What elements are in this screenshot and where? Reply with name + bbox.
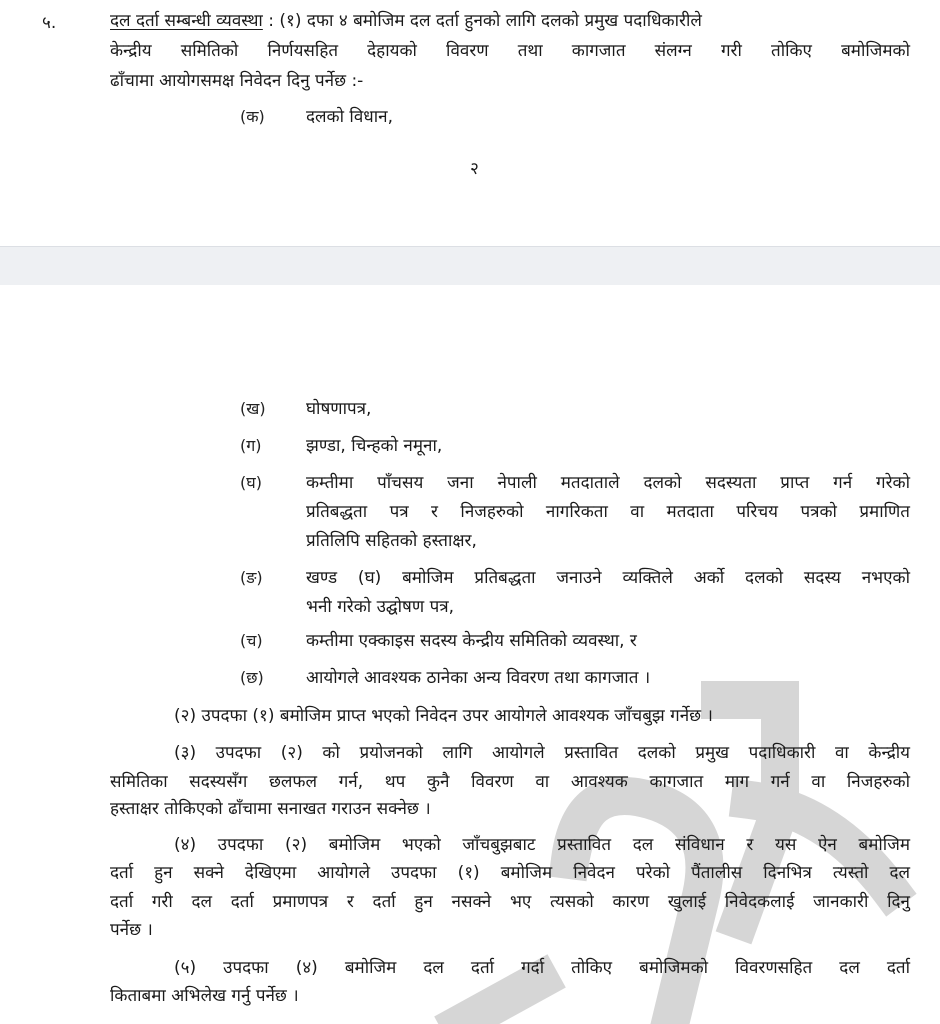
subsection-5-line-2: किताबमा अभिलेख गर्नु पर्नेछ । [110, 986, 299, 1006]
item-text-cha: कम्तीमा एक्काइस सदस्य केन्द्रीय समितिको व्यवस्था, र [306, 631, 637, 651]
page-number: २ [470, 159, 479, 179]
section-intro-line-2: केन्द्रीय समितिको निर्णयसहित देहायको विवरण तथा कागजात संलग्न गरी तोकिए बमोजिमको [110, 41, 910, 61]
document-page-top [0, 0, 940, 246]
item-marker-ka: (क) [240, 107, 265, 126]
section-number: ५. [42, 13, 57, 33]
item-text-gha-line-3: प्रतिलिपि सहितको हस्ताक्षर, [306, 531, 477, 551]
item-marker-kha: (ख) [240, 399, 266, 418]
subsection-4-line-1: (४) उपदफा (२) बमोजिम भएको जाँचबुझबाट प्रस्तावित दल संविधान र यस ऐन बमोजिम [174, 835, 910, 855]
section-intro-line-3: ढाँचामा आयोगसमक्ष निवेदन दिनु पर्नेछ :- [110, 71, 364, 91]
subsection-3-line-1: (३) उपदफा (२) को प्रयोजनको लागि आयोगले प्रस्तावित दलको प्रमुख पदाधिकारी वा केन्द्रीय [174, 743, 910, 763]
item-text-ga: झण्डा, चिन्हको नमूना, [306, 436, 443, 456]
item-text-chha: आयोगले आवश्यक ठानेका अन्य विवरण तथा कागजात । [306, 668, 651, 688]
item-text-kha: घोषणापत्र, [306, 399, 372, 419]
subsection-5-line-1: (५) उपदफा (४) बमोजिम दल दर्ता गर्दा तोकिए बमोजिमको विवरणसहित दल दर्ता [174, 958, 910, 978]
subsection-3-line-2: समितिका सदस्यसँग छलफल गर्न, थप कुनै विवरण वा आवश्यक कागजात माग गर्न वा निजहरुको [110, 772, 910, 792]
section-heading: दल दर्ता सम्बन्धी व्यवस्था [110, 11, 263, 31]
item-text-ka: दलको विधान, [306, 107, 393, 127]
subsection-2: (२) उपदफा (१) बमोजिम प्राप्त भएको निवेदन उपर आयोगले आवश्यक जाँचबुझ गर्नेछ । [174, 706, 713, 726]
subsection-4-line-2: दर्ता हुन सक्ने देखिएमा आयोगले उपदफा (१) बमोजिम निवेदन परेको पैंतालीस दिनभित्र त्यस्तो दल [110, 863, 910, 883]
item-text-gha-line-1: कम्तीमा पाँचसय जना नेपाली मतदाताले दलको सदस्यता प्राप्त गर्न गरेको [306, 473, 910, 493]
item-marker-cha: (च) [240, 631, 263, 650]
subsection-4-line-3: दर्ता गरी दल दर्ता प्रमाणपत्र र दर्ता हुन नसक्ने भए त्यसको कारण खुलाई निवेदकलाई जानकारी दिनु [110, 892, 910, 912]
subsection-4-line-4: पर्नेछ । [110, 920, 153, 940]
subsection-3-line-3: हस्ताक्षर तोकिएको ढाँचामा सनाखत गराउन सक्नेछ । [110, 799, 431, 819]
item-text-nga-line-2: भनी गरेको उद्घोषण पत्र, [306, 597, 455, 617]
item-text-gha-line-2: प्रतिबद्धता पत्र र निजहरुको नागरिकता वा मतदाता परिचय पत्रको प्रमाणित [306, 502, 910, 522]
document-page-bottom [0, 285, 940, 1024]
item-marker-chha: (छ) [240, 668, 264, 687]
item-text-nga-line-1: खण्ड (घ) बमोजिम प्रतिबद्धता जनाउने व्यक्तिले अर्को दलको सदस्य नभएको [306, 568, 910, 588]
item-marker-gha: (घ) [240, 473, 262, 492]
page-separator [0, 246, 940, 286]
item-marker-nga: (ङ) [240, 568, 263, 587]
section-intro-start: : (१) दफा ४ बमोजिम दल दर्ता हुनको लागि दलको प्रमुख पदाधिकारीले [268, 11, 702, 31]
item-marker-ga: (ग) [240, 436, 262, 455]
section-heading-line [110, 10, 702, 32]
